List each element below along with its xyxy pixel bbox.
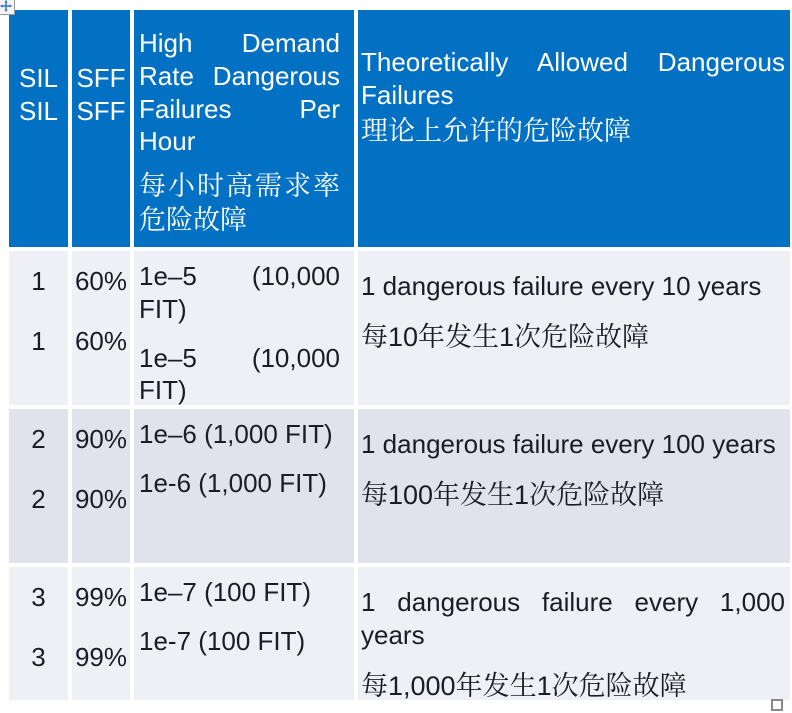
sff-value: 99% bbox=[74, 582, 128, 612]
sff-value: 90% bbox=[74, 424, 128, 454]
sil-value: 2 bbox=[31, 424, 46, 454]
sil-value: 1 bbox=[31, 266, 46, 296]
cell-sff-3[interactable] bbox=[72, 567, 130, 700]
header-cell-sff[interactable] bbox=[72, 10, 130, 247]
cell-sil-1[interactable] bbox=[9, 251, 68, 405]
cell-allowed-3[interactable] bbox=[358, 567, 790, 700]
allowed-en: 1 dangerous failure every 1,000 years bbox=[361, 587, 785, 650]
header-allowed-en: Theoretically Allowed Dangerous Failures bbox=[361, 47, 785, 110]
header-rate-en: High Demand Rate Dangerous Failures Per Hour bbox=[139, 28, 340, 157]
cell-sil-3[interactable] bbox=[9, 567, 68, 700]
header-cell-allowed[interactable] bbox=[358, 10, 790, 247]
cell-sil-2[interactable] bbox=[9, 409, 68, 563]
header-rate-zh: 每小时高需求率危险故障 bbox=[139, 171, 340, 236]
table-resize-handle[interactable] bbox=[771, 699, 783, 711]
header-sil-line: SIL bbox=[18, 63, 59, 93]
header-cell-rate[interactable] bbox=[134, 10, 354, 247]
cell-rate-2[interactable] bbox=[134, 409, 354, 563]
header-allowed-zh: 理论上允许的危险故障 bbox=[361, 115, 631, 146]
allowed-zh: 每10年发生1次危险故障 bbox=[361, 321, 650, 352]
header-cell-sil[interactable] bbox=[9, 10, 68, 247]
cell-rate-1[interactable] bbox=[134, 251, 354, 405]
sff-value: 60% bbox=[74, 266, 128, 296]
sff-value: 90% bbox=[74, 483, 128, 514]
header-sff-line: SFF bbox=[76, 63, 126, 93]
four-direction-arrows-icon bbox=[0, 0, 12, 12]
rate-value: 1e–5 (10,000 FIT) bbox=[139, 342, 340, 405]
cell-allowed-1[interactable] bbox=[358, 251, 790, 405]
table-move-handle[interactable] bbox=[0, 0, 15, 15]
rate-value: 1e-7 (100 FIT) bbox=[139, 625, 306, 656]
allowed-en: 1 dangerous failure every 100 years bbox=[361, 429, 776, 459]
allowed-zh: 每1,000年发生1次危险故障 bbox=[361, 670, 687, 700]
cell-sff-1[interactable] bbox=[72, 251, 130, 405]
header-sil-line: SIL bbox=[18, 95, 59, 126]
header-sff-line: SFF bbox=[76, 95, 126, 126]
cell-sff-2[interactable] bbox=[72, 409, 130, 563]
rate-value: 1e–6 (1,000 FIT) bbox=[139, 419, 333, 449]
sil-value: 1 bbox=[31, 325, 46, 356]
sff-value: 99% bbox=[74, 641, 128, 672]
allowed-en: 1 dangerous failure every 10 years bbox=[361, 271, 762, 301]
allowed-zh: 每100年发生1次危险故障 bbox=[361, 479, 665, 510]
cell-allowed-2[interactable] bbox=[358, 409, 790, 563]
rate-value: 1e–5 (10,000 FIT) bbox=[139, 261, 340, 324]
sil-value: 3 bbox=[31, 641, 46, 672]
sil-table bbox=[9, 10, 790, 700]
sff-value: 60% bbox=[74, 325, 128, 356]
rate-value: 1e–7 (100 FIT) bbox=[139, 577, 311, 607]
sil-value: 2 bbox=[31, 483, 46, 514]
cell-rate-3[interactable] bbox=[134, 567, 354, 700]
rate-value: 1e-6 (1,000 FIT) bbox=[139, 467, 327, 498]
sil-value: 3 bbox=[31, 582, 46, 612]
